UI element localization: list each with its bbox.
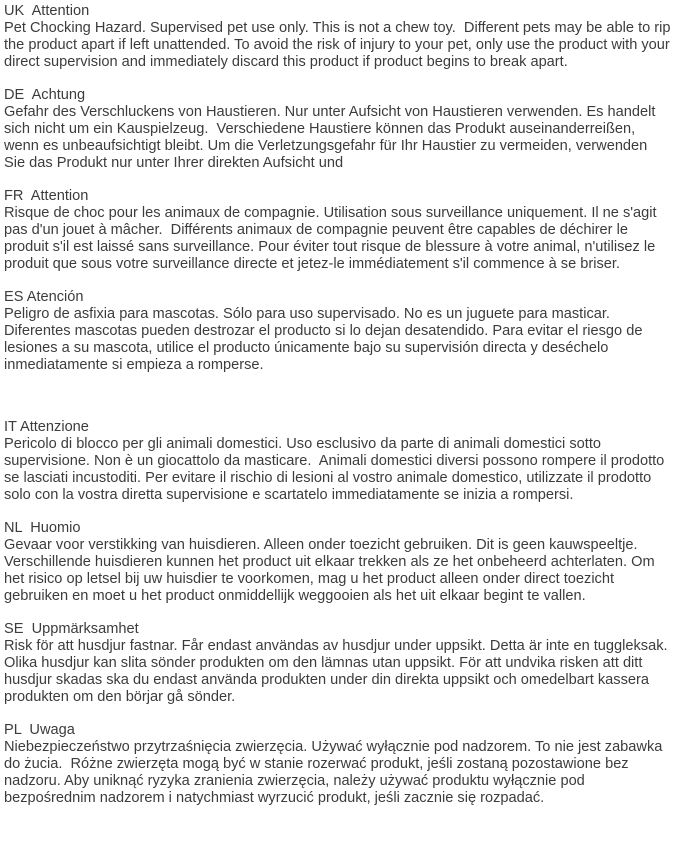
warning-section-de <box>4 87 671 172</box>
section-heading-it: IT Attenzione <box>4 419 89 435</box>
section-heading-nl: NL Huomio <box>4 520 81 536</box>
warning-section-es <box>4 289 671 374</box>
section-heading-fr: FR Attention <box>4 188 89 204</box>
warning-section-fr <box>4 188 671 273</box>
section-body-de: Gefahr des Verschluckens von Haustieren. Nur unter Aufsicht von Haustieren verwenden. Es handelt sich nicht um ein Kauspielzeug. Verschiedene Haustiere können das Produkt auseinanderreißen, wenn es unbeaufsichtigt bleibt. Um die Verletzungsgefahr für Ihr Haustier zu vermeiden, verwenden Sie das Produkt nur unter Ihrer direkten Aufsicht und <box>4 104 660 171</box>
section-heading-de: DE Achtung <box>4 87 86 103</box>
warning-section-nl <box>4 520 671 605</box>
warning-section-it <box>4 419 671 504</box>
section-body-uk: Pet Chocking Hazard. Supervised pet use only. This is not a chew toy. Different pets may be able to rip the product apart if left unattended. To avoid the risk of injury to your pet, only use the product with your direct supervision and immediately discard this product if product begins to break apart. <box>4 20 675 70</box>
warning-section-pl <box>4 722 671 807</box>
section-body-nl: Gevaar voor verstikking van huisdieren. Alleen onder toezicht gebruiken. Dit is geen kauwspeeltje. Verschillende huisdieren kunnen het product uit elkaar trekken als ze het onbeheerd achterlaten. Om het risico op letsel bij uw huisdier te voorkomen, mag u het product alleen onder direct toezicht gebruiken en moet u het product onmiddellijk weggooien als het uit elkaar begint te vallen. <box>4 537 659 604</box>
section-heading-uk: UK Attention <box>4 3 90 19</box>
section-heading-pl: PL Uwaga <box>4 722 75 738</box>
section-body-it: Pericolo di blocco per gli animali domestici. Uso esclusivo da parte di animali domestici sotto supervisione. Non è un giocattolo da masticare. Animali domestici diversi possono rompere il prodotto se lasciati incustoditi. Per evitare il rischio di lesioni al vostro animale domestico, utilizzate il prodotto solo con la vostra diretta supervisione e scartatelo immediatamente se inizia a rompersi. <box>4 436 669 503</box>
section-body-se: Risk för att husdjur fastnar. Får endast användas av husdjur under uppsikt. Detta är inte en tuggleksak. Olika husdjur kan slita sönder produkten om den lämnas utan uppsikt. För att undvika risken att ditt husdjur skadas ska du endast använda produkten under din direkta uppsikt och omedelbart kassera produkten om den börjar gå sönder. <box>4 638 676 705</box>
section-body-fr: Risque de choc pour les animaux de compagnie. Utilisation sous surveillance uniquement. Il ne s'agit pas d'un jouet à mâcher. Différents animaux de compagnie peuvent être capables de déchirer le produit s'il est laissé sans surveillance. Pour éviter tout risque de blessure à votre animal, n'utilisez le produit que sous votre surveillance directe et jetez-le immédiatement s'il commence à se briser. <box>4 205 661 272</box>
warning-section-se <box>4 621 676 706</box>
section-body-es: Peligro de asfixia para mascotas. Sólo para uso supervisado. No es un juguete para masticar. Diferentes mascotas pueden destrozar el producto si lo dejan desatendido. Para evitar el riesgo de lesiones a su mascota, utilice el producto únicamente bajo su supervisión directa y deséchelo inmediatamente si empieza a romperse. <box>4 306 647 373</box>
warning-section-uk <box>4 3 675 71</box>
section-heading-se: SE Uppmärksamhet <box>4 621 139 637</box>
section-heading-es: ES Atención <box>4 289 84 305</box>
section-body-pl: Niebezpieczeństwo przytrzaśnięcia zwierzęcia. Używać wyłącznie pod nadzorem. To nie jest zabawka do żucia. Różne zwierzęta mogą być w stanie rozerwać produkt, jeśli zostaną pozostawione bez nadzoru. Aby uniknąć ryzyka zranienia zwierzęcia, należy używać produktu wyłącznie pod bezpośrednim nadzorem i natychmiast wyrzucić produkt, jeśli zacznie się rozpadać. <box>4 739 667 806</box>
